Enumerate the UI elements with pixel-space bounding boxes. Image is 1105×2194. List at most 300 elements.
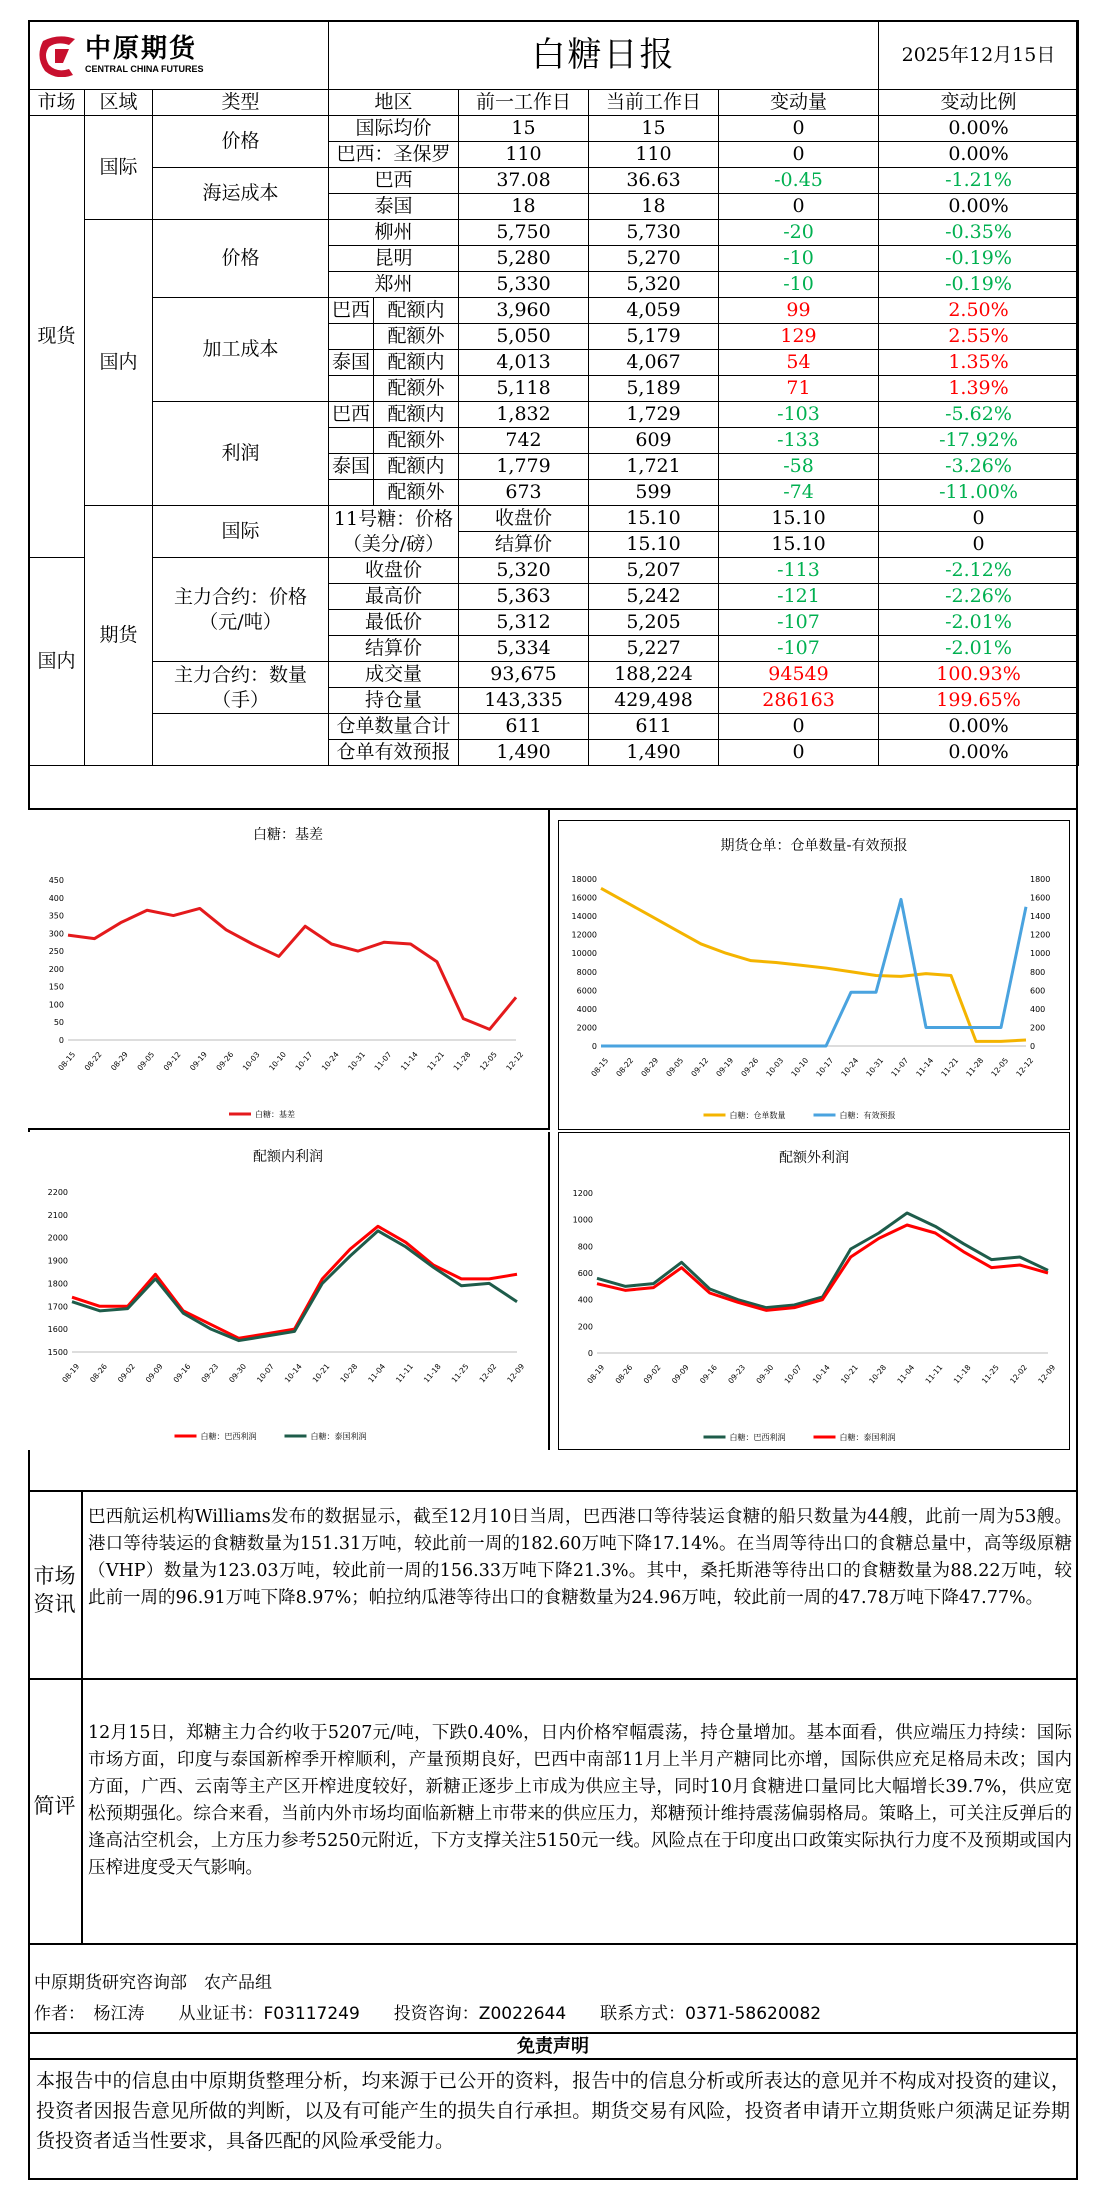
x-tick-label: 09-05 [135,1049,157,1073]
series-line [72,1231,517,1341]
x-tick-label: 09-30 [227,1361,249,1385]
logo-icon [39,33,79,77]
curr-value: 5,227 [589,636,719,662]
y-tick-label: 800 [577,1242,593,1252]
row-region: 成交量 [329,662,459,688]
change-value: -10 [719,246,879,272]
change-pct: 2.50% [879,298,1079,324]
y-tick-label: 0 [58,1036,64,1045]
y-tick-label: 16000 [571,893,597,903]
curr-value: 1,729 [589,402,719,428]
x-tick-label: 12-09 [1036,1362,1058,1386]
disclaimer-body: 本报告中的信息由中原期货整理分析，均来源于已公开的资料，报告中的信息分析或所表达的意见并不构成对投资的建议，投资者因报告意见所做的判断，以及有可能产生的损失自行承担。期货交易有风险，投资者申请开立期货账户须满足证券期货投资者适当性要求，具备匹配的风险承受能力。 [36,2070,1070,2152]
curr-value: 599 [589,480,719,506]
change-value: -10 [719,272,879,298]
row-region: 巴西：圣保罗 [329,142,459,168]
change-value: 0 [719,194,879,220]
y-tick-label: 18000 [571,875,597,884]
x-tick-label: 10-24 [319,1049,341,1073]
logo-en: CENTRAL CHINA FUTURES [85,64,204,74]
column-header: 市场 [29,90,85,116]
x-tick-label: 11-04 [895,1362,917,1386]
prev-value: 4,013 [459,350,589,376]
curr-value: 609 [589,428,719,454]
x-tick-label: 11-07 [372,1049,394,1073]
prev-value: 143,335 [459,688,589,714]
legend-label: 白糖：泰国利润 [839,1433,896,1442]
change-value: 94549 [719,662,879,688]
x-tick-label: 11-11 [394,1361,415,1385]
x-tick-label: 10-21 [838,1362,860,1386]
change-pct: 1.35% [879,350,1079,376]
prev-value: 5,330 [459,272,589,298]
type-profit: 利润 [153,402,329,506]
y-tick-label: 400 [48,893,64,903]
change-value: 286163 [719,688,879,714]
x-tick-label: 11-25 [979,1362,1001,1386]
charts-area [28,808,1078,1460]
x-tick-label: 11-28 [964,1055,986,1079]
curr-value: 18 [589,194,719,220]
change-value: -74 [719,480,879,506]
x-tick-label: 09-26 [739,1055,761,1079]
x-tick-label: 09-02 [115,1361,137,1385]
x-tick-label: 10-28 [867,1362,889,1386]
series-line [601,899,1026,1046]
row-region: 巴西 [329,168,459,194]
x-tick-label: 11-14 [914,1055,936,1079]
origin-label [329,480,374,505]
prev-value: 110 [459,142,589,168]
x-tick-label: 11-07 [889,1055,911,1079]
chart-title: 配额外利润 [779,1150,849,1166]
change-pct: -5.62% [879,402,1079,428]
prev-value: 93,675 [459,662,589,688]
y2-tick-label: 600 [1030,986,1046,996]
x-tick-label: 08-22 [82,1049,104,1073]
legend-label: 白糖：仓单数量 [729,1111,786,1120]
x-tick-label: 11-14 [398,1049,420,1073]
x-tick-label: 10-10 [267,1049,289,1073]
x-tick-label: 10-21 [310,1361,332,1385]
row-region: 结算价 [459,532,589,558]
y-tick-label: 10000 [571,949,597,959]
x-tick-label: 11-11 [923,1362,945,1386]
type-blank [153,714,329,766]
change-value: 129 [719,324,879,350]
prev-value: 15 [459,116,589,142]
row-region [329,324,459,350]
prev-value: 5,050 [459,324,589,350]
curr-value: 15 [589,116,719,142]
x-tick-label: 08-26 [613,1362,635,1386]
x-tick-label: 10-03 [240,1049,262,1073]
change-value: -103 [719,402,879,428]
change-pct: -3.26% [879,454,1079,480]
y2-tick-label: 400 [1030,1004,1046,1014]
change-value: -121 [719,584,879,610]
y-tick-label: 250 [48,947,64,957]
prev-value: 5,334 [459,636,589,662]
chart-title: 期货仓单：仓单数量-有效预报 [720,838,908,854]
change-value: 0 [879,532,1079,558]
series-line [597,1225,1048,1310]
logo-cell [29,21,329,90]
report-title: 白糖日报 [329,21,879,90]
y-tick-label: 1000 [572,1215,593,1225]
change-value: 0 [719,714,879,740]
y2-tick-label: 200 [1030,1023,1046,1033]
origin-label: 泰国 [329,454,374,479]
row-region: 柳州 [329,220,459,246]
column-header: 变动比例 [879,90,1079,116]
prev-value: 1,832 [459,402,589,428]
change-value: 0 [719,740,879,766]
type-price: 价格 [153,116,329,168]
row-region: 泰国 [329,194,459,220]
y-tick-label: 300 [48,929,64,939]
change-pct: -1.21% [879,168,1079,194]
chart-title: 配额内利润 [253,1149,323,1165]
y2-tick-label: 0 [1030,1042,1036,1051]
x-tick-label: 08-15 [56,1049,78,1073]
x-tick-label: 12-05 [989,1055,1011,1079]
y-tick-label: 2000 [47,1233,68,1243]
row-region: 国际均价 [329,116,459,142]
y-tick-label: 0 [587,1349,593,1358]
x-tick-label: 11-18 [421,1361,443,1385]
x-tick-label: 12-02 [477,1361,499,1385]
x-tick-label: 10-10 [789,1055,811,1079]
curr-value: 36.63 [589,168,719,194]
type-freight: 海运成本 [153,168,329,220]
x-tick-label: 11-04 [366,1361,388,1385]
y-tick-label: 1800 [47,1279,68,1289]
x-tick-label: 11-21 [939,1055,961,1079]
curr-value: 5,270 [589,246,719,272]
origin-label: 巴西 [329,402,374,427]
change-pct: 0.00% [879,142,1079,168]
y2-tick-label: 1600 [1030,893,1051,903]
curr-value: 1,490 [589,740,719,766]
curr-value: 188,224 [589,662,719,688]
news-body: 巴西航运机构Williams发布的数据显示，截至12月10日当周，巴西港口等待装运食糖的船只数量为44艘，此前一周为53艘。港口等待装运的食糖数量为151.31万吨，较此前一周的182.60万吨下降17.14%。在当周等待出口的食糖总量中，高等级原糖（VHP）数量为123.03万吨，较此前一周的156.33万吨下降21.3%。其中，桑托斯港等待出口的食糖数量为88.22万吨，较此前一周的96.91万吨下降8.97%；帕拉纳瓜港等待出口的食糖数量为24.96万吨，较此前一周的47.78万吨下降47.77%。 [88,1507,1072,1608]
y-tick-label: 200 [577,1322,593,1332]
column-header: 前一工作日 [459,90,589,116]
row-region: 结算价 [329,636,459,662]
x-tick-label: 09-16 [698,1362,719,1386]
curr-value: 611 [589,714,719,740]
x-tick-label: 10-31 [864,1055,886,1079]
legend-label: 白糖：有效预报 [839,1111,896,1120]
column-header: 类型 [153,90,329,116]
quota-label: 配额外 [387,429,445,451]
y2-tick-label: 1800 [1030,875,1051,884]
y-tick-label: 0 [591,1042,597,1051]
x-tick-label: 09-09 [143,1361,165,1385]
y-tick-label: 400 [577,1295,593,1305]
quota-label: 配额内 [387,403,445,425]
curr-value: 5,242 [589,584,719,610]
prev-value: 1,490 [459,740,589,766]
x-tick-label: 08-15 [589,1055,611,1079]
x-tick-label: 10-28 [338,1361,360,1385]
change-value: 0 [719,116,879,142]
y-tick-label: 100 [48,1000,64,1010]
prev-value: 742 [459,428,589,454]
origin-label: 巴西 [329,298,374,323]
change-value: -58 [719,454,879,480]
x-tick-label: 10-14 [810,1362,832,1386]
x-tick-label: 11-21 [425,1049,447,1073]
type-main-price: 主力合约：价格（元/吨） [153,558,329,662]
change-pct: -0.19% [879,272,1079,298]
type-no11: 11号糖：价格（美分/磅） [329,506,459,558]
x-tick-label: 08-29 [639,1055,661,1079]
origin-label [329,376,374,401]
change-value: 54 [719,350,879,376]
x-tick-label: 12-12 [1014,1055,1036,1079]
y2-tick-label: 1400 [1030,912,1051,922]
origin-label: 泰国 [329,350,374,375]
x-tick-label: 08-29 [108,1049,130,1073]
column-header: 地区 [329,90,459,116]
news-section [28,1490,1078,1680]
x-tick-label: 12-09 [505,1361,527,1385]
legend-label: 白糖：泰国利润 [310,1432,367,1441]
y-tick-label: 1600 [47,1325,68,1335]
prev-value: 15.10 [589,532,719,558]
prev-value: 37.08 [459,168,589,194]
change-pct: -0.19% [879,246,1079,272]
change-pct: 0.00% [879,740,1079,766]
review-section [28,1680,1078,1945]
row-region [329,402,459,428]
x-tick-label: 09-12 [689,1055,711,1079]
y-tick-label: 150 [48,982,64,992]
quota-label: 配额外 [387,325,445,347]
y-tick-label: 2000 [576,1023,597,1033]
curr-value: 4,059 [589,298,719,324]
change-pct: 2.55% [879,324,1079,350]
change-pct: 0.00% [879,714,1079,740]
change-pct: -11.00% [879,480,1079,506]
prev-value: 3,960 [459,298,589,324]
series-line [68,908,516,1029]
y-tick-label: 2100 [47,1210,68,1220]
y-tick-label: 4000 [576,1004,597,1014]
area-dom: 国内 [29,558,85,766]
x-tick-label: 11-28 [451,1049,473,1073]
change-pct: -2.26% [879,584,1079,610]
series-line [601,888,1026,1041]
prev-value: 5,312 [459,610,589,636]
prev-value: 18 [459,194,589,220]
x-tick-label: 08-19 [585,1362,607,1386]
curr-value: 4,067 [589,350,719,376]
row-region: 最高价 [329,584,459,610]
y-tick-label: 600 [577,1269,593,1278]
x-tick-label: 10-31 [346,1049,368,1073]
x-tick-label: 10-17 [814,1055,836,1079]
change-value: 99 [719,298,879,324]
footer-info [28,1968,1078,2028]
change-pct: -2.01% [879,636,1079,662]
review-body: 12月15日，郑糖主力合约收于5207元/吨，下跌0.40%，日内价格窄幅震荡，持仓量增加。基本面看，供应端压力持续：国际市场方面，印度与泰国新榨季开榨顺利，产量预期良好，巴西中南部11月上半月产糖同比亦增，国际供应充足格局未改；国内方面，广西、云南等主产区开榨进度较好，新糖正逐步上市成为供应主导，同时10月食糖进口量同比大幅增长39.7%，供应宽松预期强化。综合来看，当前内外市场均面临新糖上市带来的供应压力，郑糖预计维持震荡偏弱格局。策略上，可关注反弹后的逢高沽空机会，上方压力参考5250元附近，下方支撑关注5150元一线。风险点在于印度出口政策实际执行力度不及预期或国内压榨进度受天气影响。 [88,1723,1072,1878]
x-tick-label: 12-02 [1008,1362,1030,1386]
curr-value: 15.10 [719,532,879,558]
quota-label: 配额内 [387,455,445,477]
legend-label: 白糖：基差 [255,1110,295,1119]
y-tick-label: 1700 [47,1302,68,1312]
prev-value: 5,280 [459,246,589,272]
series-line [72,1226,517,1338]
x-tick-label: 10-14 [282,1361,304,1385]
x-tick-label: 10-03 [764,1055,786,1079]
curr-value: 5,205 [589,610,719,636]
origin-label [329,324,374,349]
prev-value: 5,750 [459,220,589,246]
x-tick-label: 12-05 [477,1049,499,1073]
row-region [329,454,459,480]
y-tick-label: 6000 [576,986,597,996]
change-pct: 0.00% [879,194,1079,220]
change-value: -133 [719,428,879,454]
logo-cn: 中原期货 [85,34,198,64]
x-tick-label: 09-23 [199,1361,221,1385]
y2-tick-label: 1000 [1030,949,1051,959]
x-tick-label: 09-16 [171,1361,193,1385]
quota-label: 配额内 [387,299,445,321]
chart-in-quota [28,1132,550,1450]
prev-value: 673 [459,480,589,506]
change-value: 0 [879,506,1079,532]
prev-value: 5,320 [459,558,589,584]
prev-value: 5,363 [459,584,589,610]
change-pct: 100.93% [879,662,1079,688]
prev-value: 15.10 [589,506,719,532]
change-pct: 1.39% [879,376,1079,402]
curr-value: 5,730 [589,220,719,246]
disclaimer-title: 免责声明 [28,2032,1078,2060]
footer-author: 作者： 杨江涛 从业证书：F03117249 投资咨询：Z0022644 联系方式：0371-58620082 [34,2004,822,2024]
chart-title: 白糖：基差 [253,827,323,843]
prev-value: 5,118 [459,376,589,402]
x-tick-label: 10-17 [293,1049,315,1073]
change-pct: -2.12% [879,558,1079,584]
x-tick-label: 09-19 [188,1049,209,1073]
type-proc-cost: 加工成本 [153,298,329,402]
x-tick-label: 08-22 [614,1055,636,1079]
x-tick-label: 12-12 [504,1049,526,1073]
market-spot: 现货 [29,116,85,558]
x-tick-label: 09-05 [664,1055,686,1079]
row-region [329,298,459,324]
change-value: -107 [719,636,879,662]
origin-label [329,428,374,453]
x-tick-label: 10-07 [254,1361,276,1385]
y2-tick-label: 1200 [1030,930,1051,940]
report-date: 2025年12月15日 [879,21,1079,90]
chart-out-quota [558,1132,1070,1450]
y-tick-label: 2200 [47,1188,68,1197]
market-futures: 期货 [85,506,153,766]
prev-value: 1,779 [459,454,589,480]
area-intl: 国际 [153,506,329,558]
type-price: 价格 [153,220,329,298]
column-header: 当前工作日 [589,90,719,116]
quota-label: 配额外 [387,481,445,503]
row-region: 最低价 [329,610,459,636]
curr-value: 5,179 [589,324,719,350]
footer-dept: 中原期货研究咨询部 农产品组 [34,1973,272,1993]
y-tick-label: 450 [48,876,64,885]
change-value: 71 [719,376,879,402]
curr-value: 5,189 [589,376,719,402]
row-region: 持仓量 [329,688,459,714]
x-tick-label: 10-24 [839,1055,861,1079]
column-header: 区域 [85,90,153,116]
chart-basis [28,810,550,1130]
row-region: 昆明 [329,246,459,272]
column-header: 变动量 [719,90,879,116]
change-pct: 0.00% [879,116,1079,142]
x-tick-label: 09-19 [714,1055,736,1079]
change-pct: -0.35% [879,220,1079,246]
area-intl: 国际 [85,116,153,220]
area-dom: 国内 [85,220,153,506]
change-value: 0 [719,142,879,168]
curr-value: 1,721 [589,454,719,480]
legend-label: 白糖：巴西利润 [729,1433,786,1442]
y-tick-label: 8000 [576,967,597,977]
x-tick-label: 08-26 [88,1361,110,1385]
row-region: 郑州 [329,272,459,298]
row-region [329,350,459,376]
change-value: -0.45 [719,168,879,194]
change-value: -20 [719,220,879,246]
y-tick-label: 1500 [47,1348,68,1357]
row-region: 仓单数量合计 [329,714,459,740]
curr-value: 110 [589,142,719,168]
x-tick-label: 09-02 [641,1362,663,1386]
quota-label: 配额内 [387,351,445,373]
x-tick-label: 09-23 [726,1362,748,1386]
x-tick-label: 10-07 [782,1362,804,1386]
x-tick-label: 11-25 [449,1361,471,1385]
row-region [329,480,459,506]
y-tick-label: 350 [48,911,64,921]
curr-value: 5,207 [589,558,719,584]
x-tick-label: 09-09 [669,1362,691,1386]
curr-value: 429,498 [589,688,719,714]
y-tick-label: 12000 [571,930,597,940]
x-tick-label: 08-19 [60,1361,82,1385]
x-tick-label: 11-18 [951,1362,973,1386]
row-region [329,376,459,402]
x-tick-label: 09-30 [754,1362,776,1386]
news-label: 市场资讯 [28,1492,83,1678]
legend-label: 白糖：巴西利润 [200,1432,257,1441]
curr-value: 15.10 [719,506,879,532]
y-tick-label: 200 [48,964,64,974]
y-tick-label: 50 [53,1018,64,1028]
x-tick-label: 09-26 [214,1049,236,1073]
prev-value: 611 [459,714,589,740]
x-tick-label: 09-12 [161,1049,183,1073]
y-tick-label: 14000 [571,912,597,922]
change-value: -107 [719,610,879,636]
